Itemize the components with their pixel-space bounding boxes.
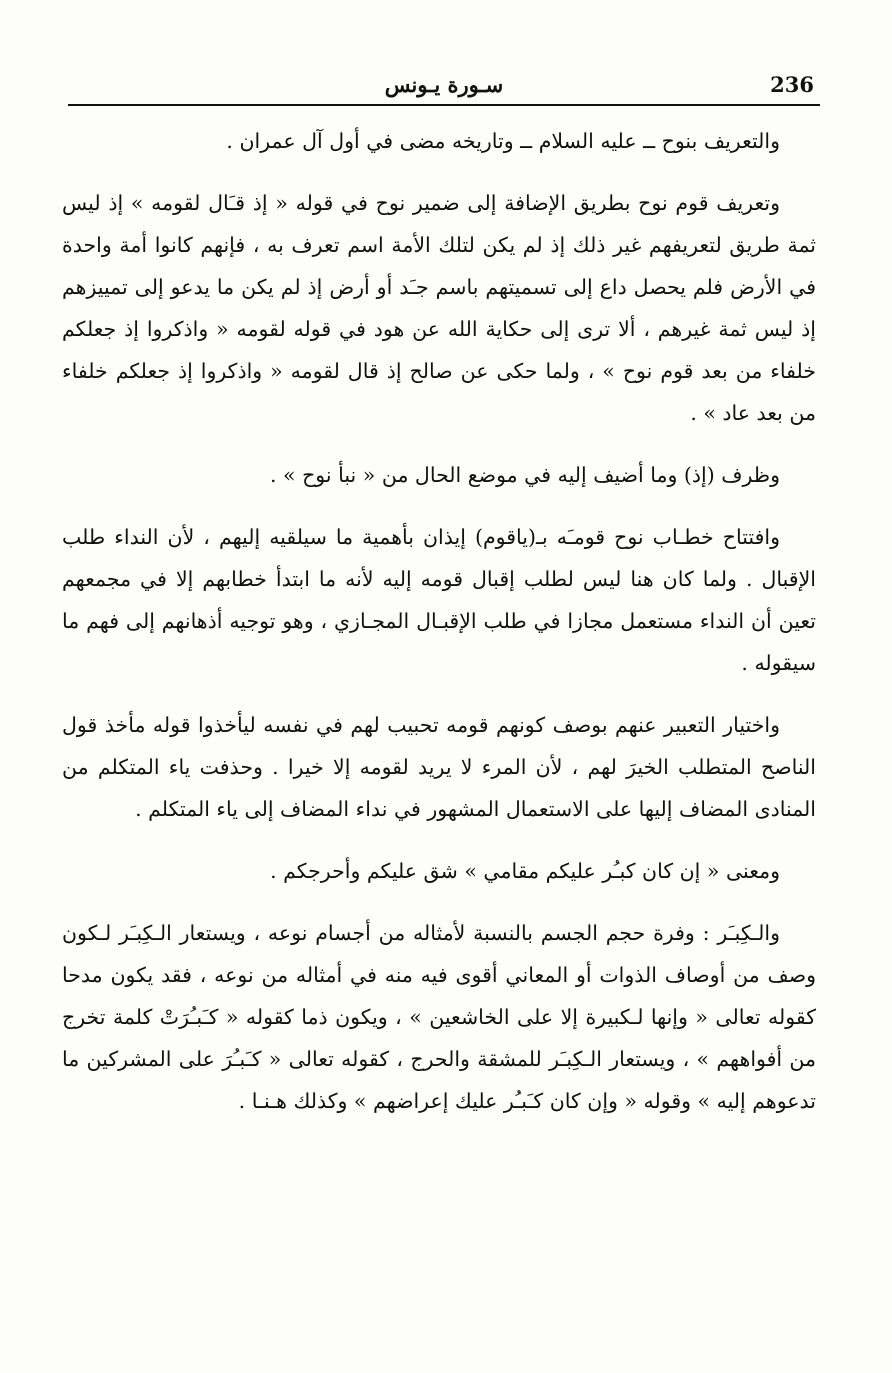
header-divider — [68, 104, 820, 106]
running-title: سـورة يـونس — [384, 72, 504, 97]
page-number: 236 — [770, 72, 814, 97]
paragraph-3: وظرف (إذ) وما أضيف إليه في موضع الحال من « نبأ نوح » . — [269, 463, 780, 487]
paragraph-1: والتعريف بنوح ــ عليه السلام ــ وتاريخه مضى في أول آل عمران . — [226, 129, 780, 153]
page-header — [68, 70, 820, 104]
paragraph-6: ومعنى « إن كان كبـُر عليكم مقامي » شق عليكم وأحرجكم . — [270, 859, 780, 883]
paragraph-4: وافتتاح خطـاب نوح قومـَه بـ(ياقوم) إيذان بأهمية ما سيلقيه إليهم ، لأن النداء طلب الإقبال . ولما كان هنا ليس لطلب إقبال قومه إليه لأنه ما ابتدأ خطابهم إلا في مجمعهم تعين أن النداء مستعمل مجازا في طلب الإقبـال المجـازي ، وهو توجيه أذهانهم إلى فهم ما سيقوله . — [62, 525, 816, 675]
paragraph-7: والـكِبـَر : وفرة حجم الجسم بالنسبة لأمثاله من أجسام نوعه ، ويستعار الـكِبـَر لـكون وصف من أوصاف الذوات أو المعاني أقوى فيه منه في أمثاله من نوعه ، فقد يكون مدحا كقوله تعالى « وإنها لـكبيرة إلا على الخاشعين » ، ويكون ذما كقوله « كـَبـُرَتْ كلمة تخرج من أفواههم » ، ويستعار الـكِبـَر للمشقة والحرج ، كقوله تعالى « كـَبـُرَ على المشركين ما تدعوهم إليه » وقوله « وإن كان كـَبـُر عليك إعراضهم » وكذلك هـنـا . — [62, 921, 816, 1113]
paragraph-5: واختيار التعبير عنهم بوصف كونهم قومه تحبيب لهم في نفسه ليأخذوا قوله مأخذ قول الناصح المتطلب الخيرَ لهم ، لأن المرء لا يريد لقومه إلا خيرا . وحذفت ياء المتكلم من المنادى المضاف إليها على الاستعمال المشهور في نداء المضاف إلى ياء المتكلم . — [62, 713, 816, 821]
body-text — [62, 120, 816, 1122]
paragraph-2: وتعريف قوم نوح بطريق الإضافة إلى ضمير نوح في قوله « إذ قـَال لقومه » إذ ليس ثمة طريق لتعريفهم غير ذلك إذ لم يكن لتلك الأمة اسم تعرف به ، فإنهم كانوا أمة واحدة في الأرض فلم يحصل داع إلى تسميتهم باسم جـَد أو أرض إذ لم يكن ما يدعو إلى تمييزهم إذ ليس ثمة غيرهم ، ألا ترى إلى حكاية الله عن هود في قوله لقومه « واذكروا إذ جعلكم خلفاء من بعد قوم نوح » ، ولما حكى عن صالح إذ قال لقومه « واذكروا إذ جعلكم خلفاء من بعد عاد » . — [62, 191, 816, 425]
